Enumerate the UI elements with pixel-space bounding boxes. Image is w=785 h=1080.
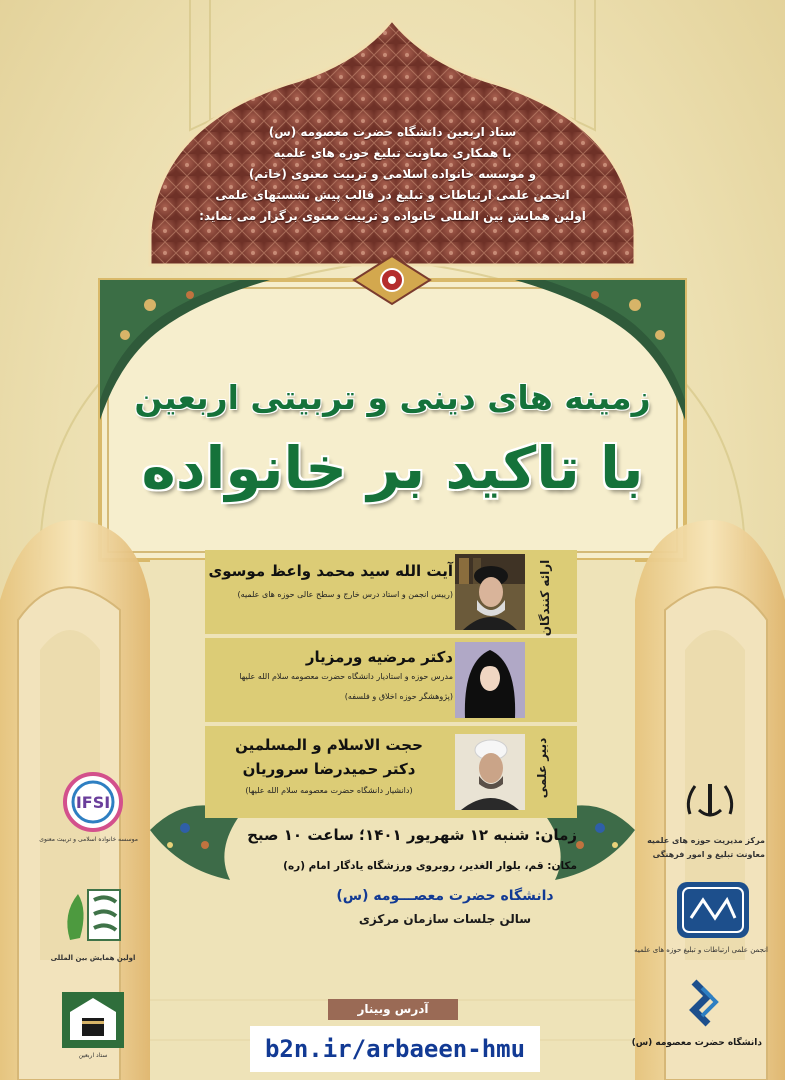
event-time: زمان: شنبه ۱۲ شهریور ۱۴۰۱؛ ساعت ۱۰ صبح	[247, 826, 577, 844]
intro-text	[170, 122, 615, 227]
svg-text:IFSI: IFSI	[75, 793, 111, 812]
event-hall: سالن جلسات سازمان مرکزی	[358, 912, 532, 926]
arbaeen-hq-emblem-icon	[60, 990, 126, 1050]
event-university: دانشگاه حضرت معصـــومه (س)	[336, 888, 554, 904]
conference-logo-caption: اولین همایش بین المللی	[50, 954, 136, 962]
speaker-box-2	[205, 638, 577, 722]
association-emblem-icon	[673, 878, 753, 942]
seminary-logo	[647, 780, 765, 870]
association-logo	[634, 878, 768, 968]
intro-line: با همکاری معاونت تبلیغ حوزه های علمیه	[273, 146, 512, 160]
university-logo	[631, 978, 762, 1068]
intro-line: اولین همایش بین المللی خانواده و تربیت معنوی برگزار می نماید:	[199, 209, 586, 223]
intro-line: انجمن علمی ارتباطات و تبلیغ در قالب پیش نشستهای علمی	[215, 188, 570, 202]
university-logo-caption: دانشگاه حضرت معصومه (س)	[631, 1038, 762, 1048]
speaker-photo-2	[455, 642, 525, 718]
title-line-1: زمینه های دینی و تربیتی اربعین	[134, 378, 651, 417]
speaker-name: آیت الله سید محمد واعظ موسوی	[208, 562, 453, 580]
speaker-box-3	[205, 726, 577, 818]
speaker-name-line-1: حجت الاسلام و المسلمین	[235, 736, 423, 754]
intro-line: و موسسه خانواده اسلامی و تربیت معنوی (خاتم)	[248, 167, 537, 181]
speaker-desc: (دانشیار دانشگاه حضرت معصومه سلام الله علیها)	[245, 786, 413, 795]
conference-logo	[48, 880, 138, 970]
speaker-desc: (رییس انجمن و استاد درس خارج و سطح عالی حوزه های علمیه)	[237, 590, 453, 599]
speaker-desc-2: (پژوهشگر حوزه اخلاق و فلسفه)	[344, 692, 453, 701]
conference-emblem-icon	[58, 880, 128, 950]
speaker-photo-3	[455, 734, 525, 810]
webinar-label: آدرس وبینار	[328, 999, 458, 1020]
secretary-label: دبیر علمی	[535, 737, 549, 799]
speaker-box-1	[205, 550, 577, 634]
khatam-logo-caption: موسسه خانواده اسلامی و تربیت معنوی	[39, 836, 138, 843]
intro-line: ستاد اربعین دانشگاه حضرت معصومه (س)	[268, 125, 517, 139]
seminary-logo-caption: مرکز مدیریت حوزه های علمیه	[647, 836, 765, 845]
presenters-label-wrap	[530, 550, 577, 722]
emblem-icon	[655, 780, 765, 840]
speaker-photo-1	[455, 554, 525, 630]
event-place: مکان: قم، بلوار الغدیر، روبروی ورزشگاه یادگار امام (ره)	[283, 860, 577, 872]
speaker-name-line-2: دکتر حمیدرضا سروریان	[242, 760, 416, 778]
webinar-url-link[interactable]: b2n.ir/arbaeen-hmu	[250, 1026, 540, 1072]
speaker-desc: مدرس حوزه و استادیار دانشگاه حضرت معصومه سلام الله علیها	[239, 672, 453, 681]
presenters-label: ارائه کنندگان	[538, 559, 552, 637]
association-logo-caption: انجمن علمی ارتباطات و تبلیغ حوزه های علمیه	[634, 946, 768, 954]
speaker-text-1	[205, 562, 457, 602]
arbaeen-hq-logo-caption: ستاد اربعین	[78, 1052, 108, 1059]
speaker-text-3	[205, 736, 457, 798]
khatam-logo	[39, 770, 138, 850]
arbaeen-hq-logo	[48, 990, 138, 1070]
speaker-name: دکتر مرضیه ورمزیار	[305, 648, 453, 666]
title-line-2: با تاکید بر خانواده	[141, 434, 644, 502]
speaker-text-2	[205, 648, 457, 704]
khatam-emblem-icon	[61, 770, 125, 834]
seminary-logo-caption-2: معاونت تبلیغ و امور فرهنگی	[652, 850, 765, 859]
university-emblem-icon	[672, 978, 732, 1034]
